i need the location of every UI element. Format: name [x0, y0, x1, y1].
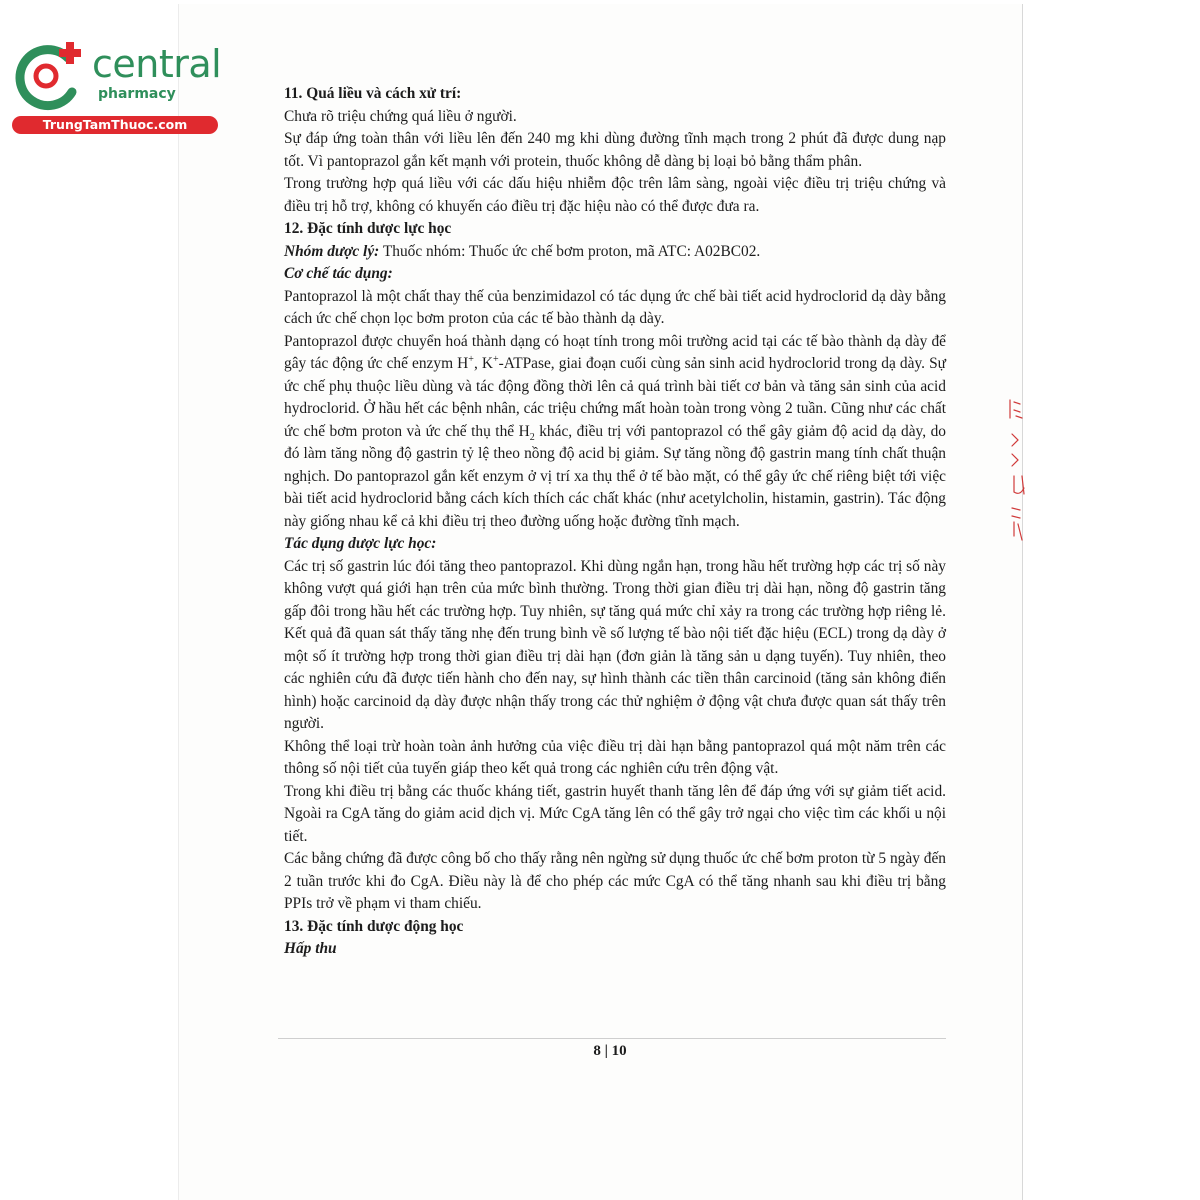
pharmacy-logo-icon	[8, 36, 88, 116]
section-13-title: 13. Đặc tính dược động học	[284, 917, 464, 935]
paragraph: Không thể loại trừ hoàn toàn ảnh hưởng của việc điều trị dài hạn bằng pantoprazol quá một năm trên các thông số nội tiết của tuyến giáp theo kết quả trong các nghiên cứu trên động vật.	[284, 737, 946, 777]
central-pharmacy-logo	[8, 36, 222, 136]
paragraph: Các trị số gastrin lúc đói tăng theo pantoprazol. Khi dùng ngắn hạn, trong hầu hết trường hợp các trị số này không vượt quá giới hạn trên của mức bình thường. Trong thời gian điều trị dài hạn, nồng độ gastrin tăng gấp đôi trong hầu hết các trường hợp. Tuy nhiên, sự tăng quá mức chỉ xảy ra trong các trường hợp riêng lẻ. Kết quả đã quan sát thấy tăng nhẹ đến trung bình về số lượng tế bào nội tiết đặc hiệu (ECL) trong dạ dày ở một số ít trường hợp trong thời gian điều trị dài hạn (đơn giản là tăng sản u dạng tuyến). Tuy nhiên, theo các nghiên cứu đã được tiến hành cho đến nay, sự hình thành các tiền thân carcinoid (tăng sản không điển hình) hoặc carcinoid dạ dày được nhận thấy trong các thử nghiệm ở động vật chưa được quan sát thấy trên người.	[284, 557, 946, 732]
section-11-title: 11. Quá liều và cách xử trí:	[284, 85, 462, 102]
footer-divider	[278, 1038, 946, 1039]
mechanism-heading: Cơ chế tác dụng:	[284, 265, 393, 282]
logo-sub-text: pharmacy	[98, 86, 176, 102]
paragraph	[284, 331, 946, 534]
superscript: +	[493, 353, 499, 365]
paragraph: Chưa rõ triệu chứng quá liều ở người.	[284, 107, 517, 125]
paragraph: Sự đáp ứng toàn thân với liều lên đến 240 mg khi dùng đường tĩnh mạch trong 2 phút đã được dung nạp tốt. Vì pantoprazol gắn kết mạnh với protein, thuốc không dễ dàng bị loại bỏ bằng thẩm phân.	[284, 130, 946, 170]
section-12-title: 12. Đặc tính dược lực học	[284, 220, 452, 237]
document-body	[284, 83, 946, 961]
pharmacologic-group	[284, 241, 946, 264]
paragraph: Các bằng chứng đã được công bố cho thấy rằng nên ngừng sử dụng thuốc ức chế bơm proton từ 5 ngày đến 2 tuần trước khi đo CgA. Điều này là để cho phép các mức CgA có thể tăng nhanh sau khi điều trị bằng PPIs trở về phạm vi tham chiếu.	[284, 850, 946, 912]
logo-website: TrungTamThuoc.com	[12, 116, 218, 134]
handwritten-margin-mark	[1002, 396, 1030, 546]
group-label: Nhóm dược lý:	[284, 242, 380, 260]
subscript: 2	[529, 431, 535, 443]
superscript: +	[468, 353, 474, 365]
text-run: -ATPase, giai đoạn cuối cùng sản sinh acid hydroclorid trong dạ dày. Sự ức chế phụ thuộc liều dùng và tác động đồng thời lên cả quá trình bài tiết cơ bản và tăng sản sinh của acid hydroclorid. Ở hầu hết các bệnh nhân, các triệu chứng mất hoàn toàn trong vòng 2 tuần. Cũng như các chất ức chế bơm proton và ức chế thụ thể H	[284, 355, 947, 440]
text-run: , K	[473, 355, 494, 372]
paragraph: Trong khi điều trị bằng các thuốc kháng tiết, gastrin huyết thanh tăng lên để đáp ứng với sự giảm tiết acid. Ngoài ra CgA tăng do giảm acid dịch vị. Mức CgA tăng lên có thể gây trở ngại cho việc tìm các khối u nội tiết.	[284, 782, 946, 845]
page-number: 8 | 10	[593, 1043, 627, 1059]
paragraph: Trong trường hợp quá liều với các dấu hiệu nhiễm độc trên lâm sàng, ngoài việc điều trị triệu chứng và điều trị hỗ trợ, không có khuyến cáo điều trị đặc hiệu nào có thể được đưa ra.	[284, 175, 946, 215]
logo-brand-text: central	[92, 42, 222, 86]
paragraph: Pantoprazol là một chất thay thế của benzimidazol có tác dụng ức chế bài tiết acid hydroclorid dạ dày bằng cách ức chế chọn lọc bơm proton của các tế bào thành dạ dày.	[284, 287, 946, 327]
absorption-heading: Hấp thu	[284, 940, 337, 957]
pharmacodynamics-heading: Tác dụng dược lực học:	[284, 535, 437, 552]
group-text: Thuốc nhóm: Thuốc ức chế bơm proton, mã ATC: A02BC02.	[379, 242, 761, 260]
text-run: Pantoprazol được chuyển hoá thành dạng có hoạt tính trong môi trường acid tại các tế bào thành dạ dày để gây tác động ức chế enzym H	[284, 332, 946, 372]
text-run: khác, điều trị với pantoprazol có thể gây giảm độ acid dạ dày, do đó làm tăng nồng độ gastrin tỷ lệ theo nồng độ acid bị giảm. Sự tăng nồng độ gastrin mang tính chất thuận nghịch. Do pantoprazol gắn kết enzym ở vị trí xa thụ thể ở tế bào mặt, có thể gây ức chế riêng biệt tới việc bài tiết acid hydroclorid bằng cách kích thích các chất khác (như acetylcholin, histamin, gastrin). Tác động này giống nhau kể cả khi điều trị theo đường uống hoặc đường tĩnh mạch.	[284, 422, 946, 530]
